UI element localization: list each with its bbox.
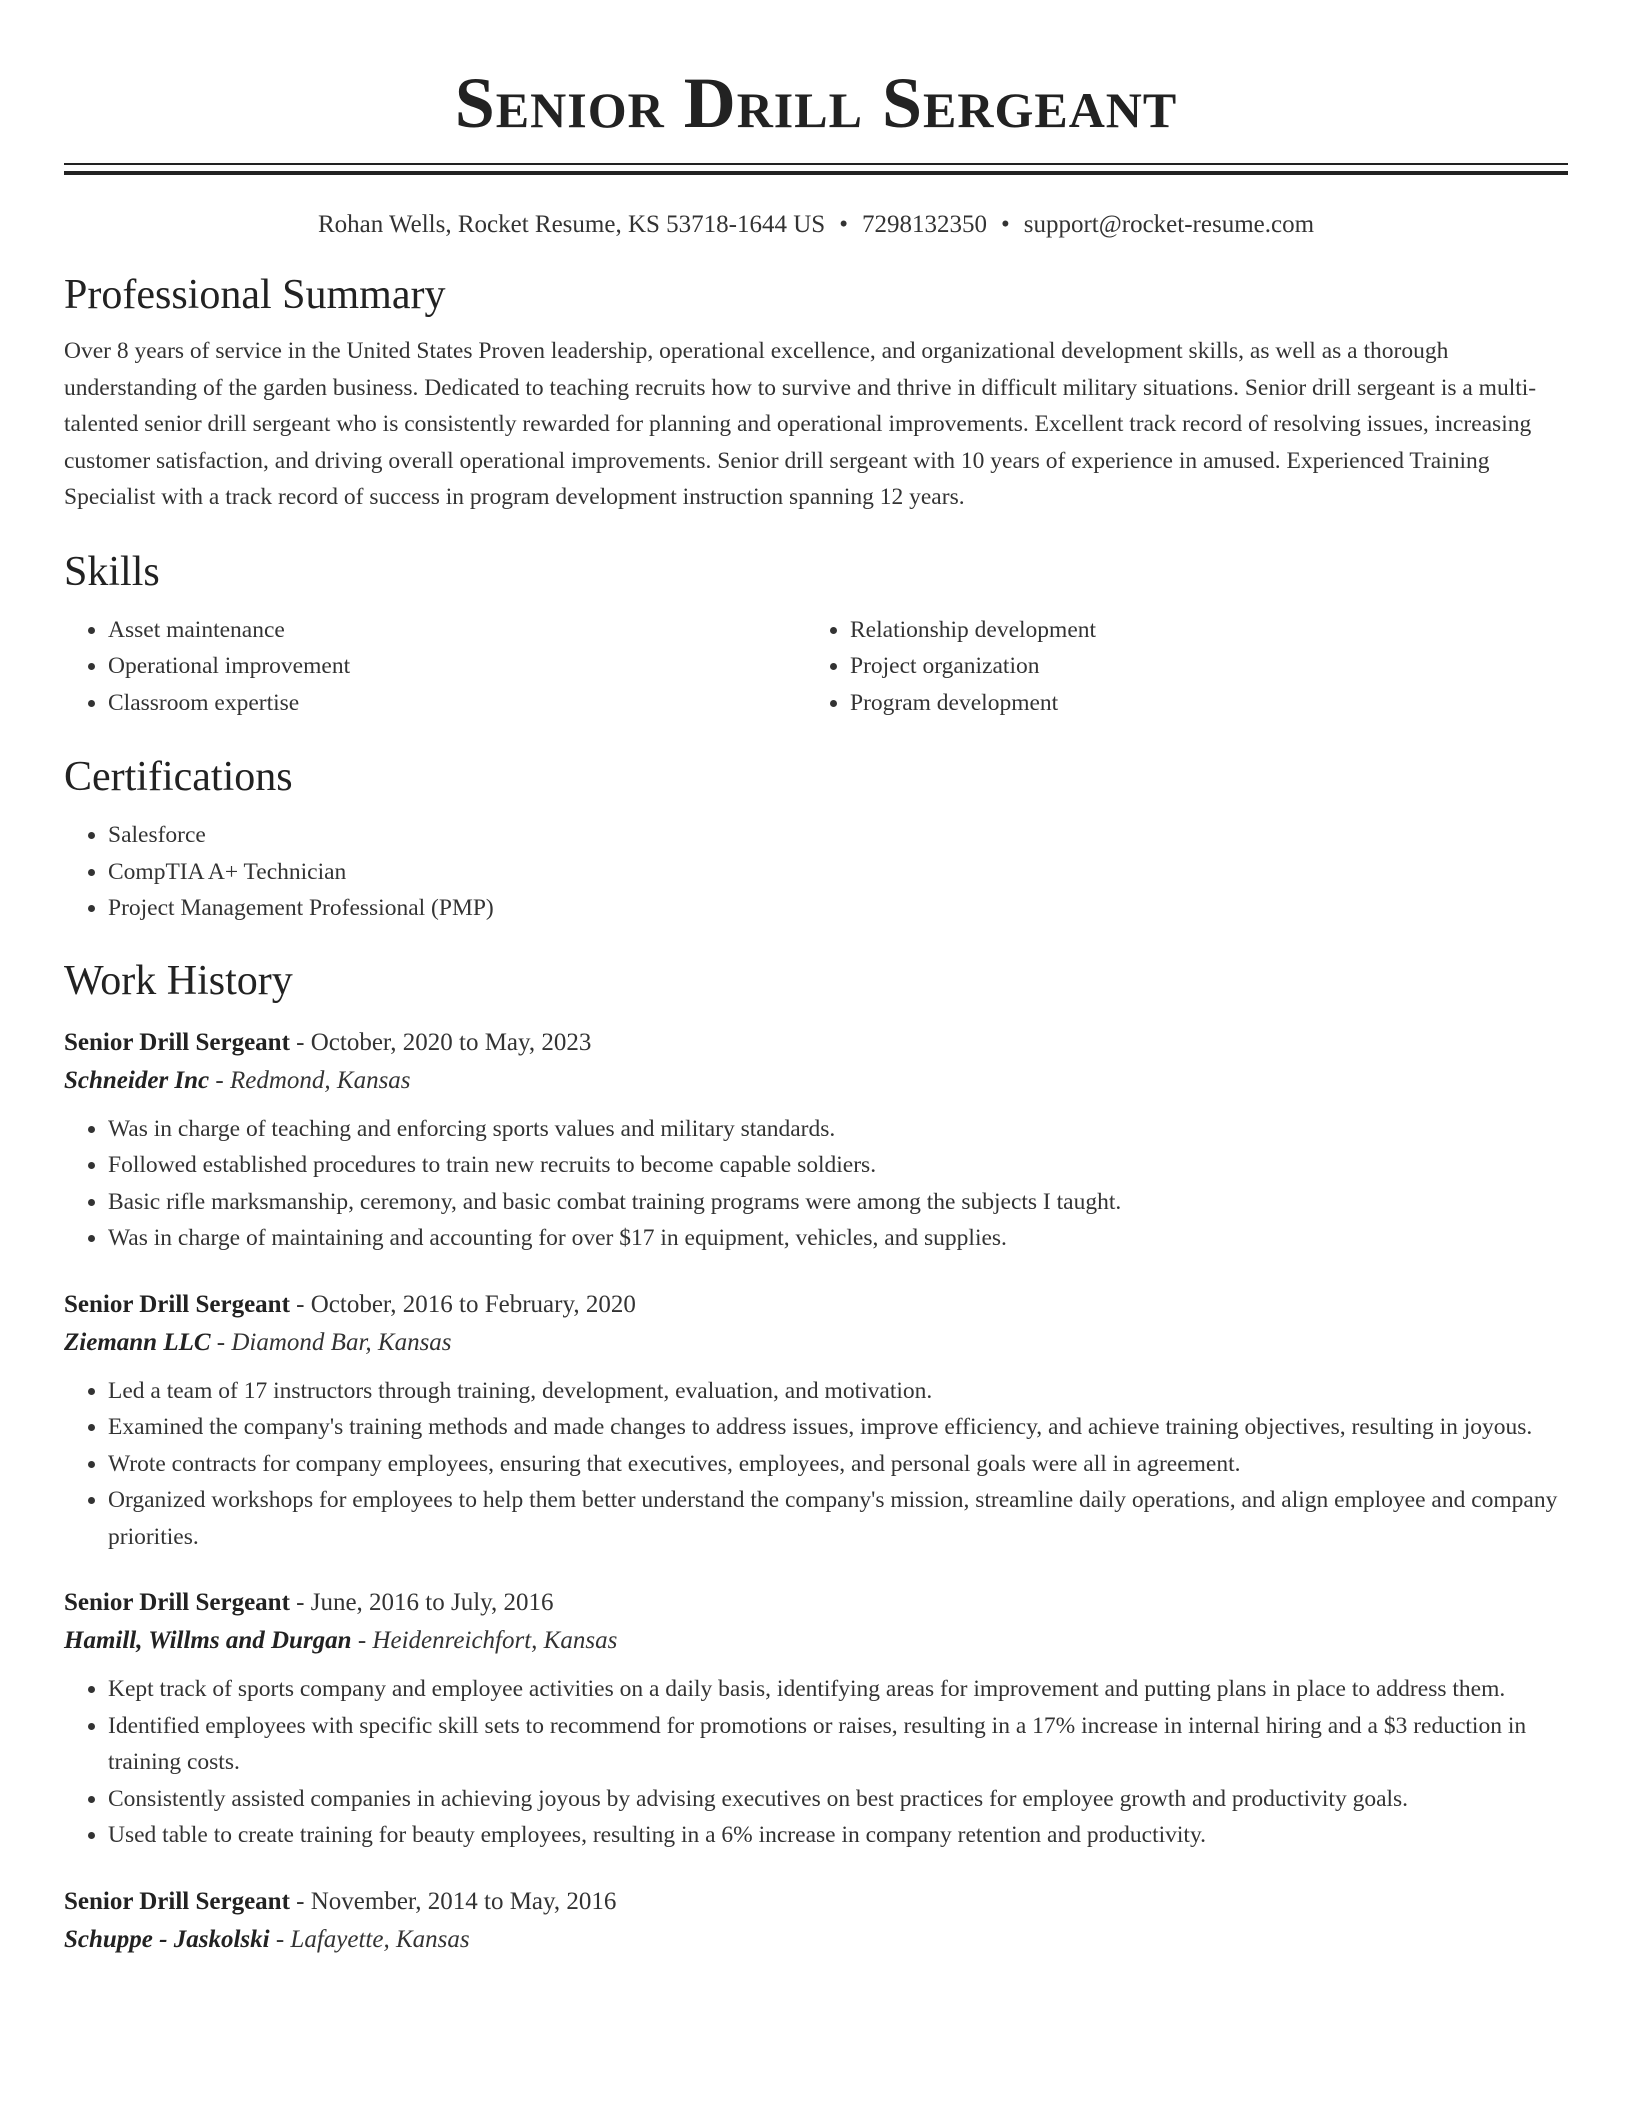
contact-address: Rohan Wells, Rocket Resume, KS 53718-1644 US [317,211,826,238]
company-line: Schneider Inc - Redmond, Kansas [64,1066,411,1094]
summary-text: Over 8 years of service in the United States Proven leadership, operational excellence, and organizational development skills, as well as a thorough understanding of the garden business. Dedicated to teaching recruits how to survive and thrive in difficult military situations. Senior drill sergeant is a multi-talented senior drill sergeant who is consistently rewarded for planning and operational improvements. Excellent track record of resolving issues, increasing customer satisfaction, and driving overall operational improvements. Senior drill sergeant with 10 years of experience in amused. Experienced Training Specialist with a track record of success in program development instruction spanning 12 years. [64,338,1537,510]
list-item: • Basic rifle marksmanship, ceremony, and basic combat training programs were among the subjects I taught. [108,1184,1568,1221]
job-entry [64,1585,1568,1854]
list-item: • CompTIA A+ Technician [108,854,1568,891]
resume-page [64,0,1568,1960]
job-bullets [64,1373,1568,1556]
job-bullets [64,1111,1568,1257]
contact-phone: 7298132350 [861,211,987,238]
list-item: • Used table to create training for beauty employees, resulting in a 6% increase in company retention and productivity. [108,1817,1568,1854]
skills-list-left [64,612,806,722]
job-title: Senior Drill Sergeant [64,1589,290,1616]
company-line: Hamill, Willms and Durgan - Heidenreichfort, Kansas [64,1627,618,1654]
title-divider-thin [64,163,1568,165]
title-divider-thick [64,171,1568,175]
contact-line [64,207,1568,243]
job-title-line: Senior Drill Sergeant - June, 2016 to July, 2016 [64,1589,554,1616]
company-name: Ziemann LLC [64,1328,211,1356]
job-title: Senior Drill Sergeant [64,1290,290,1318]
list-item: • Classroom expertise [108,685,806,722]
list-item: • Led a team of 17 instructors through training, development, evaluation, and motivation. [108,1373,1568,1410]
company-name: Schneider Inc [64,1066,210,1094]
list-item: • Was in charge of maintaining and accounting for over $17 in equipment, vehicles, and supplies. [108,1220,1568,1257]
list-item: • Salesforce [108,817,1568,854]
company-location: Diamond Bar, Kansas [231,1328,452,1356]
job-entry [64,1025,1568,1257]
list-item: • Program development [850,685,1548,722]
job-title: Senior Drill Sergeant [64,1887,290,1915]
company-name: Schuppe - Jaskolski [64,1925,270,1953]
contact-email: support@rocket-resume.com [1023,211,1315,238]
list-item: • Kept track of sports company and employee activities on a daily basis, identifying areas for improvement and putting plans in place to address them. [108,1671,1568,1708]
list-item: • Wrote contracts for company employees, ensuring that executives, employees, and personal goals were all in agreement. [108,1446,1568,1483]
job-dates: June, 2016 to July, 2016 [310,1589,554,1616]
job-entry [64,1884,1568,1960]
contact-separator: • [839,211,848,238]
list-item: • Followed established procedures to train new recruits to become capable soldiers. [108,1147,1568,1184]
summary-heading: Professional Summary [64,272,446,318]
job-bullets [64,1671,1568,1854]
company-location: Redmond, Kansas [229,1066,411,1094]
certifications-heading: Certifications [64,754,293,800]
work-history-heading: Work History [64,957,293,1004]
job-title-line: Senior Drill Sergeant - November, 2014 to May, 2016 [64,1887,617,1915]
list-item: • Organized workshops for employees to help them better understand the company's mission, streamline daily operations, and align employee and company priorities. [108,1482,1568,1555]
skills-list-right [806,612,1548,722]
job-entry [64,1287,1568,1556]
job-title: Senior Drill Sergeant [64,1028,290,1056]
skills-heading: Skills [64,548,160,595]
list-item: • Project Management Professional (PMP) [108,890,1568,927]
list-item: • Operational improvement [108,648,806,685]
job-dates: October, 2020 to May, 2023 [310,1028,592,1056]
contact-separator: • [1000,211,1010,238]
skills-grid [64,612,1568,722]
company-location: Heidenreichfort, Kansas [372,1627,618,1654]
company-name: Hamill, Willms and Durgan [64,1627,352,1654]
job-dates: November, 2014 to May, 2016 [310,1887,617,1915]
list-item: • Asset maintenance [108,612,806,649]
resume-title: Senior Drill Sergeant [454,63,1178,143]
company-line: Schuppe - Jaskolski - Lafayette, Kansas [64,1925,470,1953]
list-item: • Project organization [850,648,1548,685]
job-title-line: Senior Drill Sergeant - October, 2020 to May, 2023 [64,1028,592,1056]
company-line: Ziemann LLC - Diamond Bar, Kansas [64,1328,452,1356]
job-dates: October, 2016 to February, 2020 [310,1290,636,1318]
list-item: • Relationship development [850,612,1548,649]
company-location: Lafayette, Kansas [290,1925,470,1953]
list-item: • Identified employees with specific skill sets to recommend for promotions or raises, resulting in a 17% increase in internal hiring and a $3 reduction in training costs. [108,1708,1568,1781]
certifications-list [64,817,1568,927]
list-item: • Consistently assisted companies in achieving joyous by advising executives on best practices for employee growth and productivity goals. [108,1781,1568,1818]
job-title-line: Senior Drill Sergeant - October, 2016 to February, 2020 [64,1290,636,1318]
list-item: • Examined the company's training methods and made changes to address issues, improve efficiency, and achieve training objectives, resulting in joyous. [108,1409,1568,1446]
list-item: • Was in charge of teaching and enforcing sports values and military standards. [108,1111,1568,1148]
